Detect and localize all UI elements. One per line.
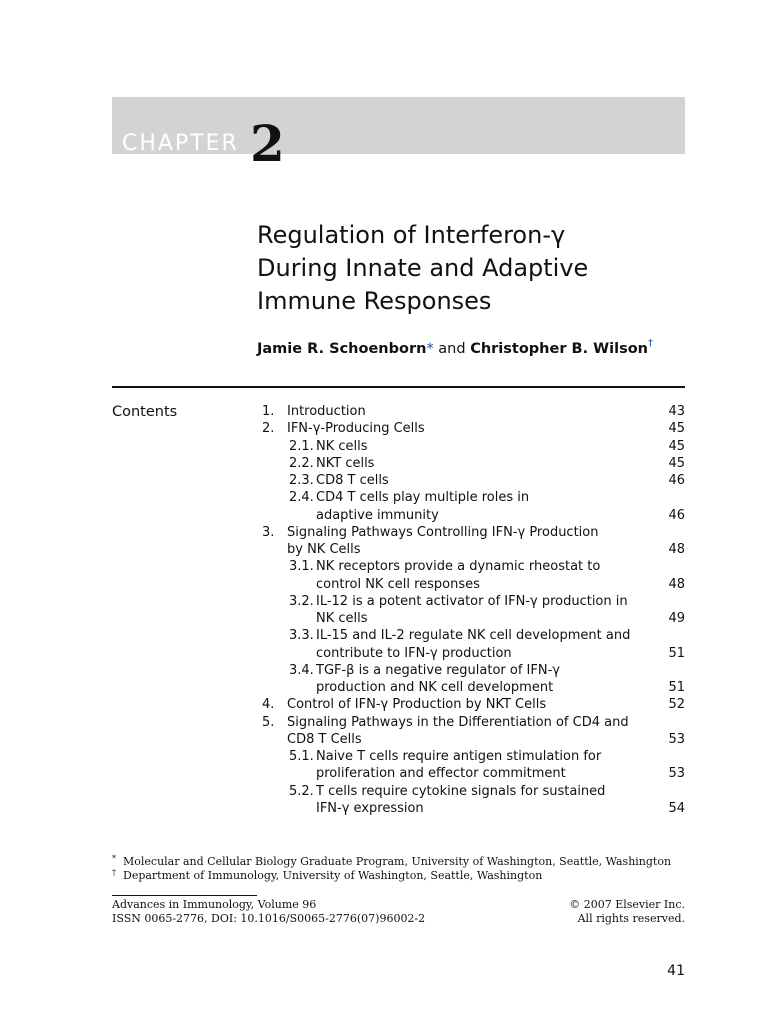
toc-entry-number: 5.2.	[289, 783, 314, 799]
toc-entry[interactable]	[0, 472, 768, 489]
toc-entry-title: control NK cell responses	[316, 576, 480, 592]
toc-entry-page: 45	[668, 421, 685, 437]
toc-entry-number: 3.	[262, 524, 275, 540]
toc-entry[interactable]	[0, 731, 768, 748]
toc-entry[interactable]	[0, 679, 768, 696]
toc-entry-title: CD8 T Cells	[287, 731, 362, 747]
toc-entry-page: 43	[668, 404, 685, 419]
toc-entry[interactable]	[0, 576, 768, 593]
toc-entry[interactable]	[0, 489, 768, 506]
chapter-label: CHAPTER	[122, 131, 239, 156]
copyright-notice: © 2007 Elsevier Inc.	[569, 898, 685, 911]
toc-entry[interactable]	[0, 438, 768, 455]
toc-entry-title: Signaling Pathways Controlling IFN-γ Production	[287, 524, 599, 540]
footnote	[112, 869, 685, 883]
toc-entry[interactable]	[0, 800, 768, 817]
author-name: Christopher B. Wilson	[470, 341, 648, 357]
toc-entry-title: proliferation and effector commitment	[316, 766, 566, 782]
chapter-title	[257, 219, 677, 318]
footnote-marker[interactable]: *	[426, 341, 434, 357]
toc-entry[interactable]	[0, 524, 768, 541]
toc-entry[interactable]	[0, 714, 768, 731]
toc-entry-title: IL-12 is a potent activator of IFN-γ production in	[316, 593, 628, 609]
toc-entry-title: NK cells	[316, 438, 368, 454]
footnote-divider	[112, 895, 257, 896]
toc-entry[interactable]	[0, 645, 768, 662]
toc-entry-title: Control of IFN-γ Production by NKT Cells	[287, 697, 547, 713]
toc-entry-title: IFN-γ-Producing Cells	[287, 421, 425, 437]
toc-entry-number: 2.3.	[289, 473, 314, 488]
toc-entry-page: 54	[668, 800, 685, 816]
toc-entry[interactable]	[0, 455, 768, 472]
toc-entry-number: 2.1.	[289, 438, 314, 454]
publication-info	[112, 898, 685, 926]
footnote-text: Department of Immunology, University of Washington, Seattle, Washington	[123, 869, 543, 882]
toc-entry-page: 45	[668, 438, 685, 454]
page-number: 41	[667, 963, 685, 979]
author-name: Jamie R. Schoenborn	[257, 341, 427, 357]
toc-entry-title: Introduction	[287, 404, 366, 419]
footnote-text: Molecular and Cellular Biology Graduate Program, University of Washington, Seattle, Washington	[123, 855, 672, 868]
toc-entry-page: 46	[668, 507, 685, 523]
toc-entry-number: 3.3.	[289, 628, 314, 644]
toc-entry-page: 52	[668, 697, 685, 713]
toc-entry-page: 51	[668, 680, 685, 695]
rights-notice: All rights reserved.	[577, 912, 685, 925]
toc-entry-page: 48	[668, 576, 685, 592]
toc-entry-title: by NK Cells	[287, 542, 361, 557]
toc-entry-number: 5.1.	[289, 749, 314, 764]
toc-entry[interactable]	[0, 748, 768, 765]
toc-entry-page: 51	[668, 645, 685, 661]
toc-entry[interactable]	[0, 558, 768, 575]
toc-entry-number: 3.2.	[289, 593, 314, 609]
toc-entry[interactable]	[0, 420, 768, 437]
toc-entry[interactable]	[0, 541, 768, 558]
toc-entry[interactable]	[0, 610, 768, 627]
toc-entry-title: NKT cells	[316, 455, 375, 471]
toc-entry-title: CD4 T cells play multiple roles in	[316, 490, 530, 506]
toc-entry-title: adaptive immunity	[316, 507, 439, 523]
toc-entry-page: 45	[668, 455, 685, 471]
toc-entry-title: IL-15 and IL-2 regulate NK cell development and	[316, 628, 631, 644]
toc-entry[interactable]	[0, 627, 768, 644]
toc-entry-title: Signaling Pathways in the Differentiation of CD4 and	[287, 714, 629, 730]
footnote-mark: †	[112, 868, 116, 877]
toc-entry[interactable]	[0, 593, 768, 610]
author-conjunction: and	[438, 341, 466, 357]
author-list	[257, 339, 653, 361]
toc-entry-title: IFN-γ expression	[316, 800, 424, 816]
toc-entry-title: NK cells	[316, 611, 368, 626]
toc-entry-title: TGF-β is a negative regulator of IFN-γ	[316, 662, 560, 678]
toc-entry-page: 53	[668, 766, 685, 782]
toc-entry-number: 3.4.	[289, 662, 314, 678]
toc-entry-title: production and NK cell development	[316, 680, 554, 695]
toc-entry[interactable]	[0, 765, 768, 782]
toc-entry-title: NK receptors provide a dynamic rheostat to	[316, 559, 601, 575]
issn-doi[interactable]: ISSN 0065-2776, DOI: 10.1016/S0065-2776(07)96002-2	[112, 912, 426, 925]
contents-heading: Contents	[112, 404, 178, 420]
toc-entry-title: T cells require cytokine signals for sustained	[316, 783, 606, 799]
contents-divider	[112, 386, 685, 388]
toc-entry-number: 4.	[262, 697, 275, 713]
toc-entry[interactable]	[0, 662, 768, 679]
toc-entry[interactable]	[0, 507, 768, 524]
toc-entry-number: 3.1.	[289, 559, 314, 575]
toc-entry-number: 1.	[262, 404, 275, 419]
toc-entry-number: 2.4.	[289, 490, 314, 506]
footnote-mark: *	[112, 854, 116, 863]
chapter-number: 2	[250, 114, 285, 173]
toc-entry-number: 2.	[262, 421, 275, 437]
title-line: During Innate and Adaptive	[257, 254, 589, 282]
footnote	[112, 855, 685, 869]
journal-volume: Advances in Immunology, Volume 96	[112, 898, 317, 911]
toc-entry[interactable]	[0, 783, 768, 800]
footnote-marker[interactable]: †	[648, 338, 653, 349]
title-line: Immune Responses	[257, 287, 492, 315]
toc-entry-number: 5.	[262, 714, 275, 730]
footnotes	[112, 855, 685, 883]
toc-entry-title: Naive T cells require antigen stimulation for	[316, 749, 602, 764]
toc-entry-page: 53	[668, 731, 685, 747]
toc-entry[interactable]	[0, 696, 768, 713]
toc-entry-page: 49	[668, 611, 685, 626]
toc-entry-page: 46	[668, 473, 685, 488]
toc-entry-page: 48	[668, 542, 685, 557]
title-line: Regulation of Interferon-γ	[257, 221, 566, 249]
toc-entry-title: CD8 T cells	[316, 473, 389, 488]
toc-entry[interactable]	[0, 403, 768, 420]
toc-entry-number: 2.2.	[289, 455, 314, 471]
toc-entry-title: contribute to IFN-γ production	[316, 645, 512, 661]
